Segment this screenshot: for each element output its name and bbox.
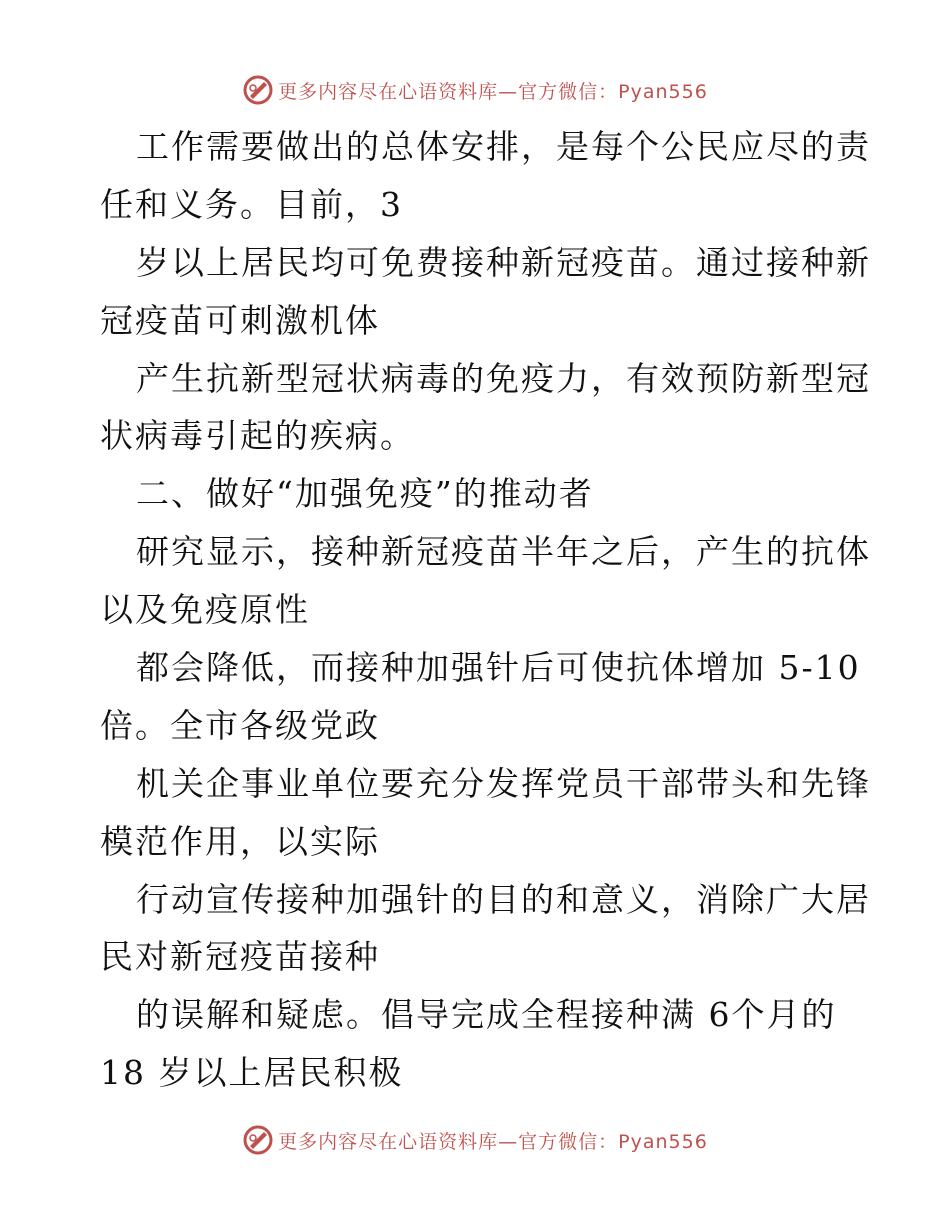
paragraph-line: 的误解和疑虑。倡导完成全程接种满 6个月的: [136, 995, 837, 1035]
paragraph-line: 模范作用，以实际: [100, 821, 380, 861]
logo-icon: [242, 1124, 274, 1156]
paragraph-line: 二、做好“加强免疫”的推动者: [136, 474, 594, 514]
header-banner-text: 更多内容尽在心语资料库—官方微信：Pyan556: [278, 80, 708, 103]
paragraph-line: 以及免疫原性: [100, 590, 310, 630]
header-banner: [0, 70, 950, 110]
paragraph-line: 研究显示，接种新冠疫苗半年之后，产生的抗体: [136, 532, 871, 572]
paragraph-line: 任和义务。目前，3: [100, 184, 403, 224]
document-body: [100, 118, 871, 1102]
paragraph-line: 产生抗新型冠状病毒的免疫力，有效预防新型冠: [136, 358, 871, 398]
footer-banner: [0, 1120, 950, 1160]
paragraph-line: 岁以上居民均可免费接种新冠疫苗。通过接种新: [136, 242, 871, 282]
paragraph-line: 工作需要做出的总体安排，是每个公民应尽的责: [136, 127, 871, 166]
paragraph-line: 倍。全市各级党政: [100, 705, 380, 745]
paragraph-line: 冠疫苗可刺激机体: [100, 300, 380, 340]
paragraph-line: 18 岁以上居民积极: [100, 1053, 404, 1093]
footer-banner-text: 更多内容尽在心语资料库—官方微信：Pyan556: [278, 1130, 708, 1153]
paragraph-line: 都会降低，而接种加强针后可使抗体增加 5-10: [136, 648, 861, 688]
paragraph-line: 行动宣传接种加强针的目的和意义，消除广大居: [136, 879, 871, 919]
logo-icon: [242, 74, 274, 106]
paragraph-line: 机关企事业单位要充分发挥党员干部带头和先锋: [136, 763, 871, 803]
paragraph-line: 民对新冠疫苗接种: [100, 937, 380, 977]
paragraph-line: 状病毒引起的疾病。: [100, 416, 415, 456]
